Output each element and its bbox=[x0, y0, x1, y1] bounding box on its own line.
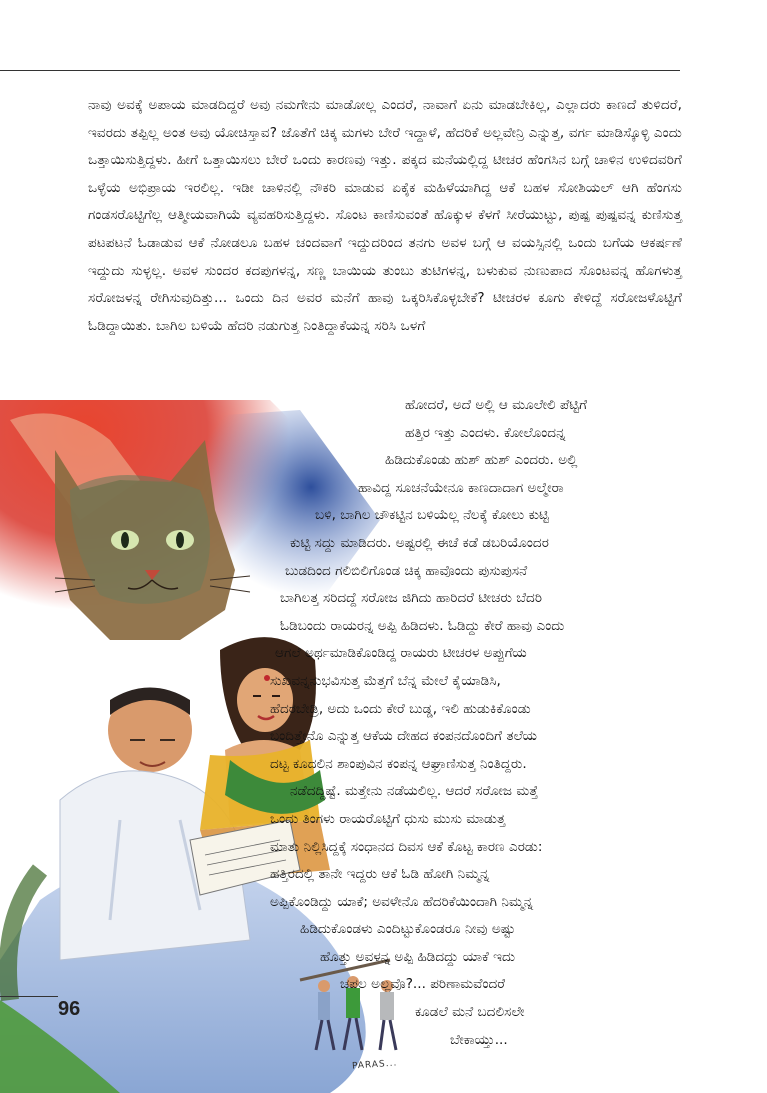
wrapped-line: ಹೆದರಬೇಡ್ರಿ, ಅದು ಒಂದು ಕೇರೆ ಬುಡ್ಡ, ಇಲಿ ಹುಡುಕಿಕೊಂಡು bbox=[270, 700, 531, 717]
wrapped-line: ಒಂದು ತಿಂಗಳು ರಾಯರೊಟ್ಟಿಗೆ ಧುಸು ಮುಸು ಮಾಡುತ್ತ bbox=[270, 810, 506, 827]
wrapped-line: ಮಾತು ನಿಲ್ಲಿಸಿದ್ದಕ್ಕೆ ಸಂಧಾನದ ದಿವಸ ಆಕೆ ಕೊಟ್ಟ ಕಾರಣ ಎರಡು: bbox=[270, 838, 543, 855]
wrapped-line: ಸುಖವನ್ನನುಭವಿಸುತ್ತ ಮೆತ್ತಗೆ ಬೆನ್ನ ಮೇಲೆ ಕೈಯಾಡಿಸಿ, bbox=[270, 672, 501, 689]
main-paragraph: ನಾವು ಅವಕ್ಕೆ ಅಪಾಯ ಮಾಡದಿದ್ದರೆ ಅವು ನಮಗೇನು ಮಾಡೋಲ್ಲ ಎಂದರೆ, ನಾವಾಗೆ ಏನು ಮಾಡಬೇಕಿಲ್ಲ, ಎಲ್ಲಾದರು ಕಾಣದೆ ತುಳಿದರೆ, ಇವರದು ತಪ್ಪಿಲ್ಲ ಅಂತ ಅವು ಯೋಚಿಸ್ತಾವ? ಜೊತೆಗೆ ಚಿಕ್ಕ ಮಗಳು ಬೇರೆ ಇದ್ದಾಳೆ, ಹೆದರಿಕೆ ಅಲ್ಲವೇನ್ರಿ ಎನ್ನುತ್ತ, ವರ್ಗ ಮಾಡಿಸ್ಕೊಳ್ಳಿ ಎಂದು ಒತ್ತಾಯಿಸುತ್ತಿದ್ದಳು. ಹೀಗೆ ಒತ್ತಾಯಿಸಲು ಬೇರೆ ಒಂದು ಕಾರಣವು ಇತ್ತು. ಪಕ್ಕದ ಮನೆಯಲ್ಲಿದ್ದ ಟೀಚರ ಹೆಂಗಸಿನ ಬಗ್ಗೆ ಚಾಳಿನ ಉಳಿದವರಿಗೆ ಒಳ್ಳೆಯ ಅಭಿಪ್ರಾಯ ಇರಲಿಲ್ಲ. ಇಡೀ ಚಾಳಿನಲ್ಲಿ ನೌಕರಿ ಮಾಡುವ ಏಕೈಕ ಮಹಿಳೆಯಾಗಿದ್ದ ಆಕೆ ಬಹಳ ಸೋಶಿಯಲ್ ಆಗಿ ಹೆಂಗಸು ಗಂಡಸರೊಟ್ಟಿಗೆಲ್ಲ ಆತ್ಮೀಯವಾಗಿಯೆ ವ್ಯವಹರಿಸುತ್ತಿದ್ದಳು. ಸೊಂಟ ಕಾಣಿಸುವಂತೆ ಹೊಕ್ಕುಳ ಕೆಳಗೆ ಸೀರೆಯುಟ್ಟು, ಪುಷ್ಪ ಪುಷ್ಪವನ್ನ ಕುಣಿಸುತ್ತ ಪಟಪಟನೆ ಓಡಾಡುವ ಆಕೆ ನೋಡಲೂ ಬಹಳ ಚಂದವಾಗೆ ಇದ್ದುದರಿಂದ ತನಗು ಅವಳ ಬಗ್ಗೆ ಆ ವಯಸ್ಸಿನಲ್ಲಿ ಒಂದು ಬಗೆಯ ಆಕರ್ಷಣೆ ಇದ್ದುದು ಸುಳ್ಳಲ್ಲ. ಅವಳ ಸುಂದರ ಕದಪುಗಳನ್ನ, ಸಣ್ಣ ಬಾಯಿಯ ತುಂಬು ತುಟಿಗಳನ್ನ, ಬಳುಕುವ ನುಣುಪಾದ ಸೊಂಟವನ್ನ ಹೊಗಳುತ್ತ ಸರೋಜಳನ್ನ ರೇಗಿಸುವುದಿತ್ತು... ಒಂದು ದಿನ ಅವರ ಮನೆಗೆ ಹಾವು ಒಕ್ಕರಿಸಿಕೊಳ್ಳಬೇಕೆ? ಟೀಚರಳ ಕೂಗು ಕೇಳಿದ್ದೆ ಸರೋಜಳೊಟ್ಟಿಗೆ ಓಡಿದ್ದಾಯಿತು. ಬಾಗಿಲ ಬಳಿಯೆ ಹೆದರಿ ನಡುಗುತ್ತ ನಿಂತಿದ್ದಾಕೆಯನ್ನ ಸರಿಸಿ ಒಳಗೆ bbox=[88, 97, 682, 334]
wrapped-line: ಬಳಿ, ಬಾಗಿಲ ಚೌಕಟ್ಟಿನ ಬಳಿಯೆಲ್ಲ ನೆಲಕ್ಕೆ ಕೋಲು ಕುಟ್ಟಿ bbox=[315, 507, 549, 524]
wrapped-line: ಬೇಕಾಯ್ತು... bbox=[450, 1031, 508, 1048]
wrapped-line: ಬಂದಿತ್ತೇನೊ ಎನ್ನುತ್ತ ಆಕೆಯ ದೇಹದ ಕಂಪನದೊಂದಿಗೆ ತಲೆಯ bbox=[270, 728, 537, 745]
wrapped-line: ಆಗಲೆ ಅರ್ಥಮಾಡಿಕೊಂಡಿದ್ದ ರಾಯರು ಟೀಚರಳ ಅಪ್ಪುಗೆಯ bbox=[275, 645, 527, 662]
wrapped-line: ಹಿಡಿದುಕೊಂಡಳು ಎಂದಿಟ್ಟುಕೊಂಡರೂ ನೀವು ಅಷ್ಟು bbox=[300, 921, 516, 938]
wrapped-line: ಬಾಗಿಲತ್ತ ಸರಿದದ್ದೆ ಸರೋಜ ಜಿಗಿದು ಹಾರಿದರೆ ಟೀಚರು ಬೆದರಿ bbox=[280, 590, 542, 607]
wrapped-line: ಹಾವಿದ್ದ ಸೂಚನೆಯೇನೂ ಕಾಣದಾದಾಗ ಅಲ್ಮೇರಾ bbox=[358, 479, 564, 496]
wrapped-line: ಹೊತ್ತು ಅವಳನ್ನ ಅಪ್ಪಿ ಹಿಡಿದದ್ದು ಯಾಕೆ ಇದು bbox=[320, 948, 516, 965]
wrapped-line: ಹತ್ತಿರದಲ್ಲಿ ತಾನೇ ಇದ್ದರು ಆಕೆ ಓಡಿ ಹೋಗಿ ನಿಮ್ಮನ್ನ bbox=[270, 866, 490, 883]
wrapped-line: ಚಪಲ ಅಲ್ಲವೊ?... ಪರಿಣಾಮವೆಂದರೆ bbox=[340, 976, 505, 993]
wrapped-line: ನಡೆದದ್ದಿಷ್ಟೆ. ಮತ್ತೇನು ನಡೆಯಲಿಲ್ಲ. ಆದರೆ ಸರೋಜ ಮತ್ತೆ bbox=[290, 783, 539, 800]
wrapped-line: ದಟ್ಟ ಕೂದಲಿನ ಶಾಂಪುವಿನ ಕಂಪನ್ನ ಆಘ್ರಾಣಿಸುತ್ತ ನಿಂತಿದ್ದರು. bbox=[270, 755, 527, 772]
wrapped-text bbox=[270, 392, 684, 1054]
wrapped-line: ಅಪ್ಪಿಕೊಂಡಿದ್ದು ಯಾಕೆ; ಅವಳೇನೊ ಹೆದರಿಕೆಯಿಂದಾಗಿ ನಿಮ್ಮನ್ನ bbox=[270, 893, 534, 910]
wrapped-line: ಹಿಡಿದುಕೊಂಡು ಹುಶ್ ಹುಶ್ ಎಂದರು. ಅಲ್ಲಿ bbox=[385, 452, 578, 469]
page-number-rule bbox=[0, 996, 58, 997]
wrapped-line: ಕೂಡಲೆ ಮನೆ ಬದಲಿಸಲೇ bbox=[415, 1004, 525, 1021]
page-number: 96 bbox=[58, 998, 81, 1020]
artist-signature: PARAS... bbox=[351, 1058, 398, 1072]
wrapped-line: ಬುಡದಿಂದ ಗಲಿಬಿಲಿಗೊಂಡ ಚಿಕ್ಕ ಹಾವೊಂದು ಪುಸುಪುಸನೆ bbox=[285, 562, 528, 579]
wrapped-line: ಕುಟ್ಟಿ ಸದ್ದು ಮಾಡಿದರು. ಅಷ್ಟರಲ್ಲಿ ಈಚೆ ಕಡೆ ಡಬರಿಯೊಂದರ bbox=[290, 534, 549, 551]
wrapped-line: ಓಡಿಬಂದು ರಾಯರನ್ನ ಅಪ್ಪಿ ಹಿಡಿದಳು. ಓಡಿದ್ದು ಕೇರೆ ಹಾವು ಎಂದು bbox=[280, 617, 565, 634]
wrapped-line: ಹತ್ತಿರ ಇತ್ತು ಎಂದಳು. ಕೋಲೊಂದನ್ನ bbox=[405, 424, 566, 441]
wrapped-line: ಹೋದರೆ, ಅದೆ ಅಲ್ಲಿ ಆ ಮೂಲೇಲಿ ಪೆಟ್ಟಿಗೆ bbox=[405, 397, 588, 413]
top-rule bbox=[0, 70, 680, 71]
